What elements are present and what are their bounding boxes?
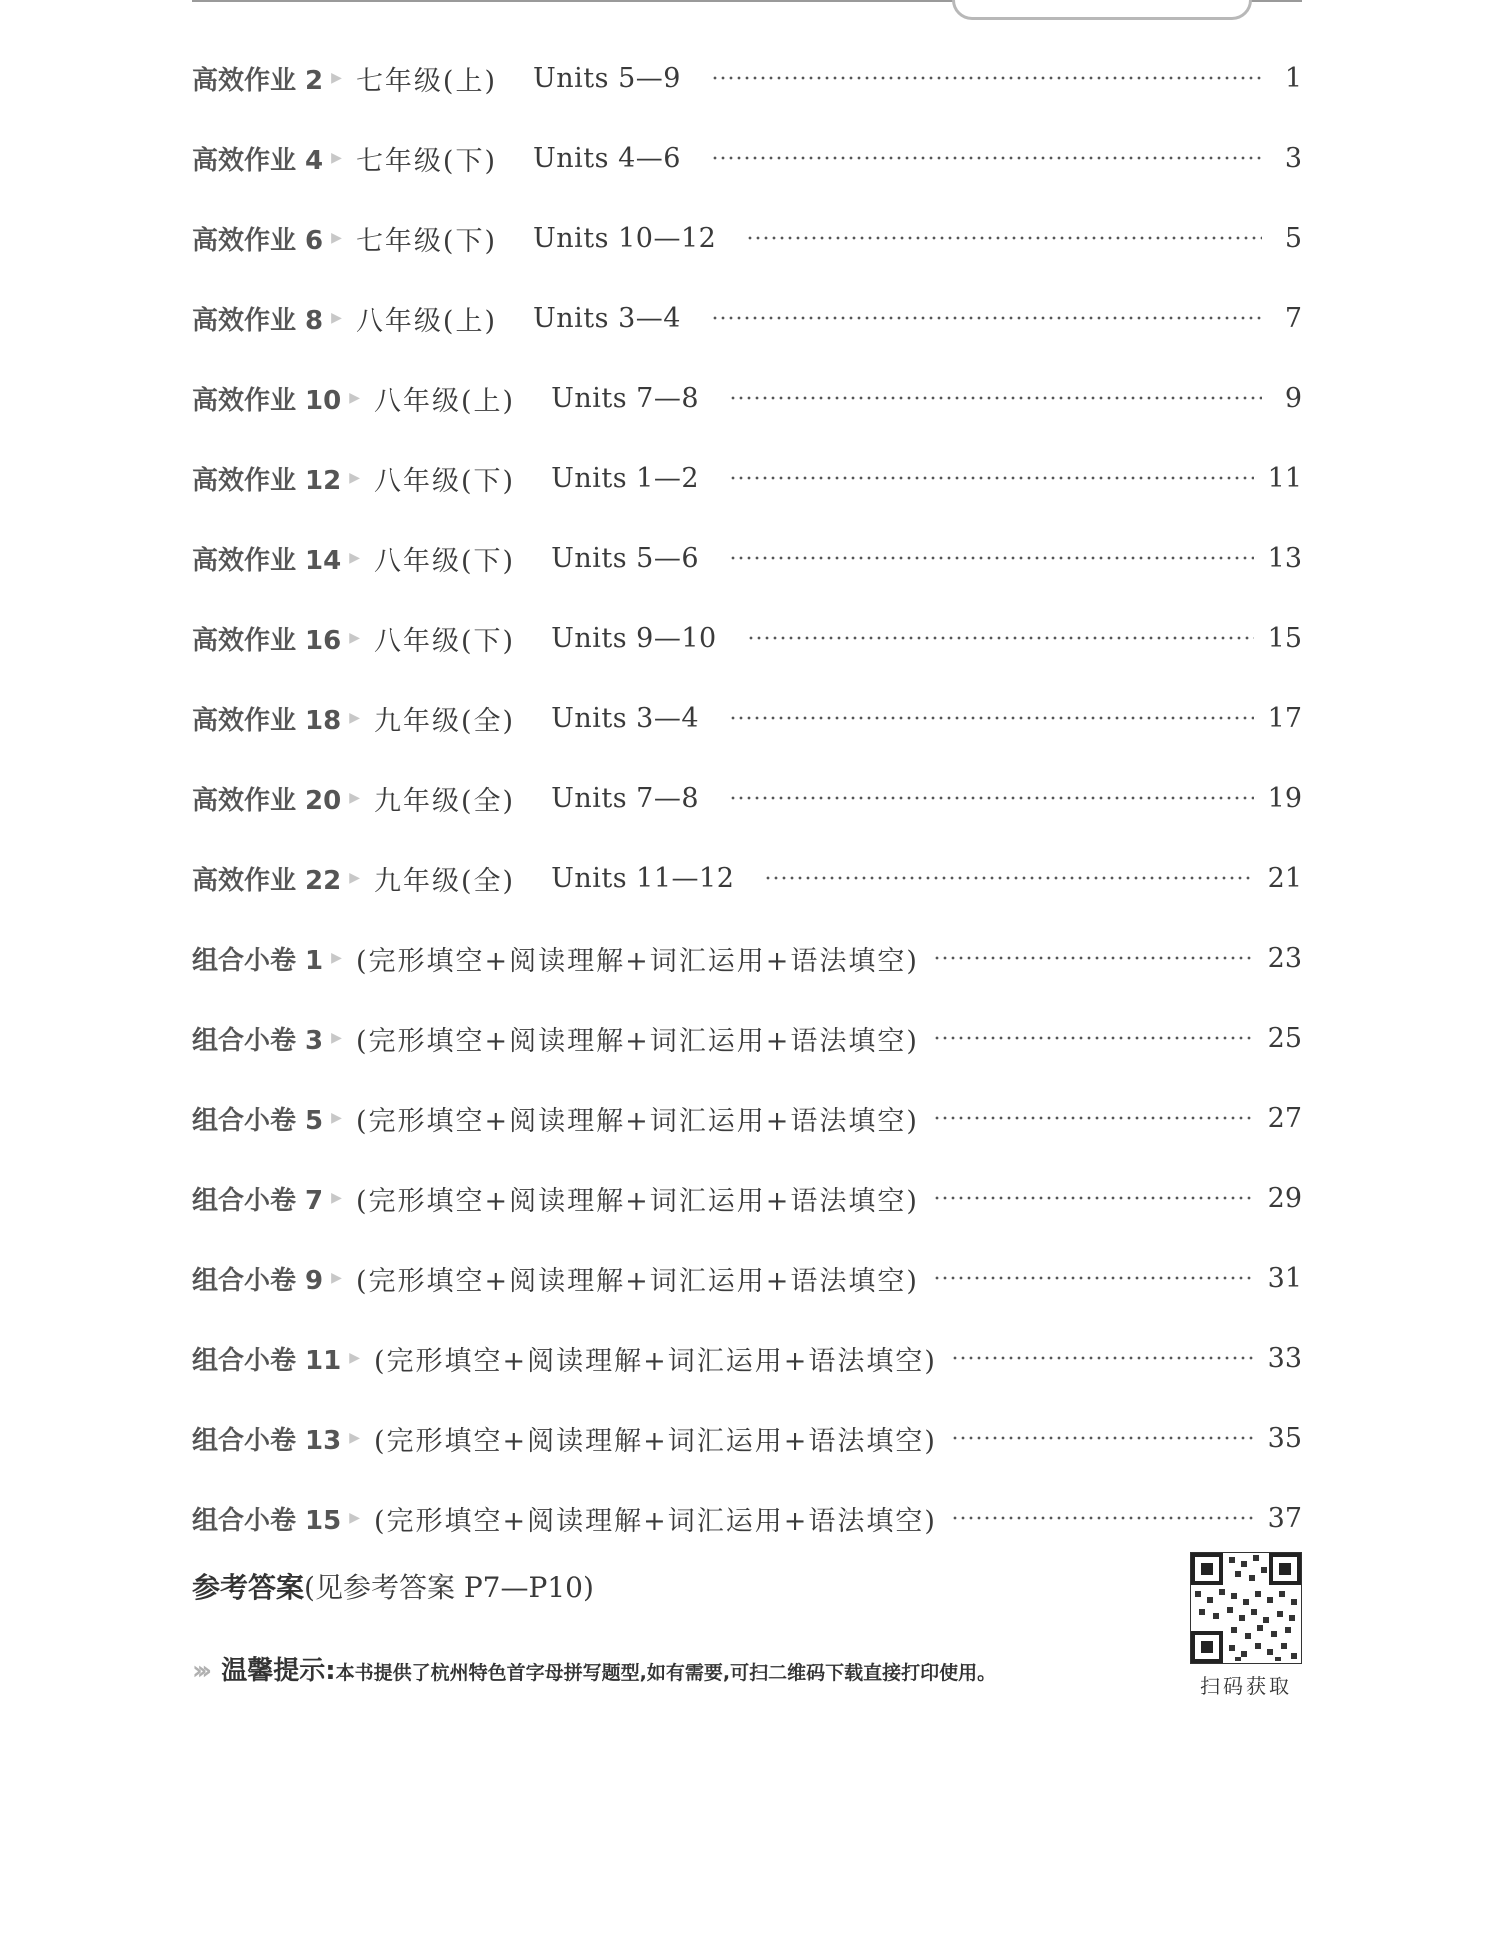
dot-leader — [951, 1515, 1254, 1521]
entry-page-number: 3 — [1284, 142, 1302, 174]
triangle-marker-icon: ▶ — [349, 1350, 361, 1366]
entry-units: Units 4—6 — [533, 142, 681, 174]
toc-entry[interactable] — [192, 358, 1302, 438]
dot-leader — [747, 635, 1254, 641]
entry-page-number: 17 — [1267, 702, 1302, 734]
triple-chevron-icon: ››› — [192, 1656, 207, 1686]
triangle-marker-icon: ▶ — [349, 1430, 361, 1446]
entry-label: 高效作业 10 — [192, 385, 342, 416]
entry-label: 组合小卷 11 — [192, 1345, 342, 1376]
toc-entry[interactable] — [192, 998, 1302, 1078]
answers-title: 参考答案 — [192, 1571, 305, 1604]
toc-entry[interactable] — [192, 1478, 1302, 1558]
entry-units: Units 9—10 — [551, 622, 717, 654]
dot-leader — [729, 555, 1254, 561]
entry-label: 组合小卷 1 — [192, 945, 324, 976]
entry-units: Units 3—4 — [533, 302, 681, 334]
toc-entry[interactable] — [192, 198, 1302, 278]
entry-page-number: 31 — [1267, 1262, 1302, 1294]
entry-units: Units 11—12 — [551, 862, 735, 894]
entry-label: 高效作业 20 — [192, 785, 342, 816]
entry-units: Units 7—8 — [551, 382, 700, 414]
entry-units: Units 5—6 — [551, 542, 700, 574]
entry-page-number: 37 — [1267, 1502, 1302, 1534]
dot-leader — [711, 155, 1262, 161]
tip-text: 本书提供了杭州特色首字母拼写题型,如有需要,可扫二维码下载直接打印使用。 — [335, 1662, 997, 1684]
entry-page-number: 27 — [1267, 1102, 1302, 1134]
toc-entry[interactable] — [192, 438, 1302, 518]
entry-page-number: 5 — [1284, 222, 1302, 254]
triangle-marker-icon: ▶ — [331, 1270, 342, 1286]
dot-leader — [729, 475, 1254, 481]
entry-page-number: 19 — [1267, 782, 1302, 814]
entry-description: (完形填空+阅读理解+词汇运用+语法填空) — [355, 1265, 919, 1297]
dot-leader — [933, 1275, 1254, 1281]
toc-entry[interactable] — [192, 758, 1302, 838]
entry-description: (完形填空+阅读理解+词汇运用+语法填空) — [374, 1505, 937, 1537]
entry-units: Units 3—4 — [551, 702, 700, 734]
entry-label: 高效作业 2 — [192, 65, 324, 96]
entry-label: 组合小卷 7 — [192, 1185, 324, 1216]
tip-label: 温馨提示: — [221, 1656, 336, 1686]
entry-label: 高效作业 14 — [192, 545, 342, 576]
toc-entry[interactable] — [192, 38, 1302, 118]
entry-label: 高效作业 12 — [192, 465, 342, 496]
entry-grade: 八年级(下) — [374, 545, 516, 577]
dot-leader — [933, 1195, 1254, 1201]
entry-units: Units 1—2 — [551, 462, 700, 494]
entry-description: (完形填空+阅读理解+词汇运用+语法填空) — [355, 945, 919, 977]
dot-leader — [933, 1115, 1254, 1121]
entry-grade: 八年级(上) — [374, 385, 516, 417]
entry-page-number: 13 — [1267, 542, 1302, 574]
dot-leader — [933, 1035, 1254, 1041]
entry-page-number: 25 — [1267, 1022, 1302, 1054]
answers-note — [192, 1566, 594, 1606]
dot-leader — [764, 875, 1253, 881]
triangle-marker-icon: ▶ — [349, 870, 361, 886]
triangle-marker-icon: ▶ — [349, 1510, 361, 1526]
entry-description: (完形填空+阅读理解+词汇运用+语法填空) — [355, 1185, 919, 1217]
entry-units: Units 5—9 — [533, 62, 681, 94]
toc-entry[interactable] — [192, 1158, 1302, 1238]
toc-entry[interactable] — [192, 1238, 1302, 1318]
toc-entry[interactable] — [192, 1398, 1302, 1478]
entry-label: 组合小卷 15 — [192, 1505, 342, 1536]
triangle-marker-icon: ▶ — [349, 710, 361, 726]
header-tab — [952, 0, 1252, 20]
entry-label: 高效作业 16 — [192, 625, 342, 656]
triangle-marker-icon: ▶ — [331, 1030, 342, 1046]
entry-page-number: 21 — [1267, 862, 1302, 894]
dot-leader — [746, 235, 1262, 241]
triangle-marker-icon: ▶ — [331, 310, 342, 326]
homework-list — [192, 38, 1302, 918]
entry-units: Units 10—12 — [533, 222, 717, 254]
entry-label: 高效作业 8 — [192, 305, 324, 336]
triangle-marker-icon: ▶ — [331, 950, 342, 966]
dot-leader — [711, 315, 1262, 321]
entry-page-number: 23 — [1267, 942, 1302, 974]
entry-label: 组合小卷 5 — [192, 1105, 324, 1136]
entry-grade: 七年级(下) — [355, 225, 498, 257]
triangle-marker-icon: ▶ — [349, 390, 361, 406]
triangle-marker-icon: ▶ — [331, 1190, 342, 1206]
toc-entry[interactable] — [192, 1078, 1302, 1158]
dot-leader — [951, 1355, 1254, 1361]
toc-entry[interactable] — [192, 678, 1302, 758]
toc-entry[interactable] — [192, 278, 1302, 358]
entry-label: 组合小卷 13 — [192, 1425, 342, 1456]
toc-entry[interactable] — [192, 838, 1302, 918]
dot-leader — [729, 795, 1254, 801]
triangle-marker-icon: ▶ — [331, 230, 342, 246]
entry-label: 组合小卷 9 — [192, 1265, 324, 1296]
entry-label: 高效作业 4 — [192, 145, 324, 176]
entry-page-number: 11 — [1267, 462, 1302, 494]
toc-entry[interactable] — [192, 918, 1302, 998]
entry-description: (完形填空+阅读理解+词汇运用+语法填空) — [374, 1425, 937, 1457]
qr-caption: 扫码获取 — [1200, 1674, 1292, 1698]
entry-page-number: 33 — [1267, 1342, 1302, 1374]
triangle-marker-icon: ▶ — [349, 470, 361, 486]
entry-page-number: 7 — [1284, 302, 1302, 334]
table-of-contents — [192, 38, 1302, 1558]
dot-leader — [933, 955, 1254, 961]
entry-label: 高效作业 18 — [192, 705, 342, 736]
toc-entry[interactable] — [192, 118, 1302, 198]
entry-units: Units 7—8 — [551, 782, 700, 814]
entry-label: 高效作业 6 — [192, 225, 324, 256]
entry-page-number: 35 — [1267, 1422, 1302, 1454]
entry-grade: 八年级(上) — [355, 305, 498, 337]
dot-leader — [711, 75, 1262, 81]
entry-page-number: 1 — [1284, 62, 1302, 94]
entry-grade: 九年级(全) — [374, 785, 516, 817]
triangle-marker-icon: ▶ — [349, 630, 361, 646]
entry-grade: 七年级(上) — [355, 65, 498, 97]
entry-page-number: 29 — [1267, 1182, 1302, 1214]
entry-description: (完形填空+阅读理解+词汇运用+语法填空) — [355, 1025, 919, 1057]
entry-page-number: 15 — [1267, 622, 1302, 654]
entry-grade: 七年级(下) — [355, 145, 498, 177]
tip-line — [192, 1650, 996, 1687]
dot-leader — [951, 1435, 1254, 1441]
triangle-marker-icon: ▶ — [331, 150, 342, 166]
entry-grade: 九年级(全) — [374, 865, 516, 897]
triangle-marker-icon: ▶ — [331, 70, 342, 86]
entry-label: 高效作业 22 — [192, 865, 342, 896]
triangle-marker-icon: ▶ — [331, 1110, 342, 1126]
entry-description: (完形填空+阅读理解+词汇运用+语法填空) — [355, 1105, 919, 1137]
papers-list — [192, 918, 1302, 1558]
toc-entry[interactable] — [192, 518, 1302, 598]
qr-code-icon[interactable] — [1190, 1552, 1302, 1664]
triangle-marker-icon: ▶ — [349, 550, 361, 566]
entry-grade: 八年级(下) — [374, 625, 516, 657]
entry-label: 组合小卷 3 — [192, 1025, 324, 1056]
triangle-marker-icon: ▶ — [349, 790, 361, 806]
dot-leader — [729, 715, 1254, 721]
answers-reference: (见参考答案 P7—P10) — [304, 1571, 594, 1604]
entry-description: (完形填空+阅读理解+词汇运用+语法填空) — [374, 1345, 937, 1377]
entry-page-number: 9 — [1284, 382, 1302, 414]
dot-leader — [729, 395, 1262, 401]
toc-entry[interactable] — [192, 598, 1302, 678]
entry-grade: 八年级(下) — [374, 465, 516, 497]
entry-grade: 九年级(全) — [374, 705, 516, 737]
toc-entry[interactable] — [192, 1318, 1302, 1398]
